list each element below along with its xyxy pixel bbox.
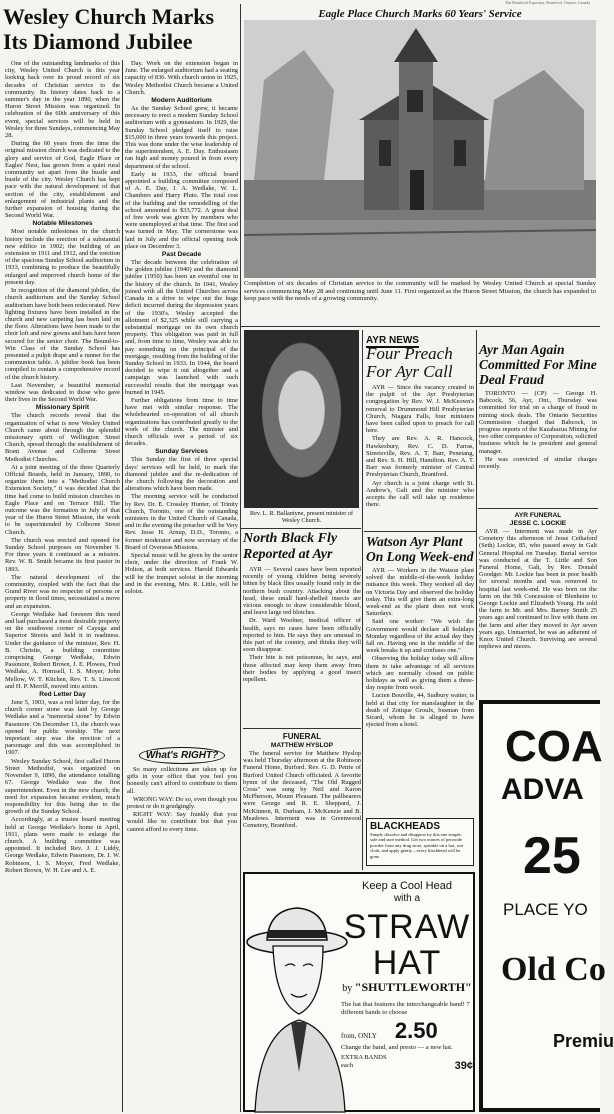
straw-ad-line1: Keep a Cool Head (362, 880, 452, 892)
eagle-headline-text: Eagle Place Church Marks 60 Years' Service (318, 8, 522, 20)
paragraph: Lucien Bouville, 44, Sudbury waiter, is held at that city for manslaughter in the death of Zotique Groulx, busman from Sicard, whom he is alleged to have ejected from a hotel. (366, 692, 474, 729)
paragraph: RIGHT WAY: Say frankly that you would like to contribute but that you cannot afford to every time. (127, 811, 237, 833)
column-rule (476, 330, 477, 700)
paragraph: In recognition of the diamond jubilee, the church auditorium and the Sunday School auditorium have both been redecorated. New lighting fixtures have been installed in the church and new carpeting has been laid on the floor. Alterations have been made to the choir loft and new gowns and hats have been secured for the senior choir. The Bound-to-Win Class of the Sunday School has presented a pulpit drape and a runner for the communion table. A jubilee book has been compiled to contain a comprehensive record of the church history. (5, 287, 120, 381)
coal-ad (479, 700, 614, 1112)
subheading: Red Letter Day (39, 691, 86, 699)
paragraph: He was convicted of similar charges recently. (479, 455, 597, 471)
wesley-title-line1: Wesley Church Marks (3, 4, 215, 29)
whats-right-logo-text: What's RIGHT? (139, 747, 225, 764)
funeral-heading: AYR FUNERAL (514, 512, 562, 519)
subheading: Past Decade (161, 251, 202, 259)
paragraph: Last November, a beautiful memorial window was dedicated to those who gave their lives in the Second World War. (5, 381, 120, 404)
wesley-column-1 (5, 60, 120, 1112)
minister-portrait (244, 330, 359, 508)
coal-ad-line4: PLACE YO (503, 900, 588, 919)
paragraph: George Wedlake had foreseen this need and had purchased a most desirable property on the southwest corner of Cayuga and Superior Streets and held it in readiness. Under the guidance of the minister, Rev. H. B. Christie, a building committee comprising George Wedlake, Edwin Passmore, Robert Brown, J. E. Plowes, Fred Wedlake, A. Hornsell, I. S. Moyer, John Mellow, W. T. Kitchen, Rev. T. S. Linscott and H. P. Merrill, moved into action. (5, 610, 120, 690)
column-rule (122, 60, 123, 1112)
paragraph: The church was erected and opened for Sunday School purposes on November 9. For three years it continued as a mission. Rev. W. B. Smith became its first pastor in 1893. (5, 536, 120, 573)
section-rule (364, 531, 476, 532)
paragraph: Dr. Ward Woolner, medical officer of health, says no cases have been officially reported to him. He says they are unusual in this part of the country, and thinks they will soon disappear. (243, 617, 361, 654)
funeral-subheading: JESSE C. LOCKIE (509, 520, 567, 527)
page-header-strip: The Brantford Expositor, Brantford, Ontario, Canada (505, 0, 590, 5)
blackheads-ad (366, 818, 474, 866)
paragraph: So many collections are taken up for gifts in your office that you feel you honestly can't afford to contribute to them all. (127, 766, 237, 795)
straw-ad-extra-price: 39¢ (454, 1059, 473, 1072)
paragraph: The natural development of the community, coupled with the fact that the Grand River was no respecter of persons or property in flood times, necessitated a move and an expansion. (5, 573, 120, 610)
paragraph: Most notable milestones in the church history include the erection of a substantial new edifice in 1902; the building of an extension in 1911 and 1912, and the erection of the spacious Sunday School auditorium in 1933, combining to produce the beautifully enlarged and improved church home of the present day. (5, 228, 120, 286)
coal-ad-line1: COA (505, 722, 603, 771)
straw-hat-ad (243, 872, 475, 1112)
funeral-subheading: MATTHEW HYSLOP (270, 742, 334, 749)
straw-ad-change: Change the band, and presto — a new hat. (341, 1044, 453, 1052)
straw-ad-extra-each: each (341, 1061, 354, 1069)
funeral-heading: FUNERAL (282, 732, 322, 741)
wesley-headline (3, 4, 241, 58)
subheading: Modern Auditorium (151, 97, 212, 105)
paragraph: Observing the holiday today will allow them to take advantage of all services which are normally closed on public holidays as well as giving them a three-day respite from work. (366, 655, 474, 692)
paragraph: One of the outstanding landmarks of this city, Wesley United Church is this year looking back over its proud record of six decades of Christian service to the community. Its history dates back to a summer's day in the year 1890, when the Huron Street Mission was organized. In celebration of the 60th anniversary of this event, special services will be held in Wesley for three Sundays, commencing May 28. (5, 60, 120, 140)
hyslop-funeral (243, 731, 361, 871)
paragraph: Day. Work on the extension began in June. The enlarged auditorium had a seating capacity of 836. With church union in 1925, Wesley Methodist Church became a United Church. (125, 60, 238, 96)
straw-ad-straw: STRAW (343, 908, 471, 946)
blackheads-text: Simply dissolve and disappear by this one simple, safe and sure method. Get two ounces of peroxide powder from any drug store, sprinkle on a hot, wet cloth, and apply gently—every blackhead will be gone. (370, 832, 464, 859)
church-photo-illustration (244, 20, 596, 278)
ayr-news-banner-text: AYR NEWS (366, 335, 419, 346)
straw-ad-by-label: by (342, 983, 353, 994)
subheading: Notable Milestones (32, 220, 93, 228)
paragraph: Their bite is not poisonous, he says, and those affected may keep them away from their bodies by applying a good insect repellent. (243, 654, 361, 684)
wesley-column-2 (125, 60, 238, 1112)
black-fly-headline: North Black Fly Reported at Ayr (243, 531, 338, 562)
eagle-headline (244, 4, 596, 18)
straw-ad-hat: HAT (372, 944, 442, 982)
paragraph: They are Rev. A. R. Hancock, Hawkesbury, Rev. C. D. Farras, Streetsville, Rev. A. T. Barr, Penetang, and Rev. S. H. Hill, Hamilton. Rev. A. T. Barr was formerly minister of Central Presbyterian Church, Brantford. (366, 435, 474, 479)
straw-ad-line2: with a (393, 893, 421, 904)
section-rule (241, 326, 600, 327)
paragraph: Accordingly, at a trustee board meeting held at George Wedlake's home in April, 1911, plans were made to enlarge the church. A building committee was appointed. It included Rev. J. J. Liddy, George Wedlake, Edwin Passmore, Dr. J. W. Robinson, I. S. Moyer, Fred Wedlake, Robert Brown, W. H. Lee and A. E. (5, 816, 120, 874)
paragraph: Special music will be given by the senior choir, under the direction of Frank W. Holton, at both services. Harold Edwards will be the trumpet soloist in the morning and in the evening, Mrs. R. Little, will be soloist. (125, 552, 238, 596)
column-rule (362, 330, 363, 870)
subheading: Missionary Spirit (35, 404, 90, 412)
blackheads-title: BLACKHEADS (370, 821, 440, 832)
coal-ad-line2: ADVA (501, 773, 584, 806)
straw-ad-price: 2.50 (394, 1018, 438, 1044)
straw-ad-desc: The hat that features the interchangeable band! 7 different bands to choose (341, 1001, 470, 1016)
paragraph: The church records reveal that the organization of what is now Wesley United Church came about through the splendid missionary spirit of Wellington Street Church, spread through the establishment of Brant Avenue and Colborne Street Methodist Churches. (5, 412, 120, 463)
watson-headline: Watson Ayr Plant On Long Week-end (366, 534, 474, 564)
coal-ad-line5: Old Co (501, 951, 606, 988)
straw-ad-brand: "SHUTTLEWORTH" (354, 980, 472, 994)
straw-ad-extra-row (341, 1054, 473, 1070)
column-rule (240, 4, 241, 1112)
paragraph: AYR — Interment was made in Ayr Cemetery this afternoon of Jesse Cethaford (Seth) Lockie, 85, who passed away in Galt General Hospital on Tuesday. Burial service was conducted at the T. Little and Son Funeral Home, Galt, by Rev. Donald Goodger. Mr. Lockie has been in poor health for several months and was removed to hospital last week-end. He was born on the farm on the 9th Concession of Blenheim to George Lockie and Elizabeth Young. He sold the farm to Mr. and Mrs. Barney Smith 25 years ago and continued to live with them on the farm and after they moved to Ayr seven years ago. Unmarried, he was an adherent of Knox United Church. Surviving are several nephews and nieces. (479, 528, 597, 651)
portrait-caption: Rev. L. R. Ballantyne, present minister of Wesley Church. (249, 510, 354, 524)
paragraph: WRONG WAY: Do so, even though you protest or do it grudgingly. (127, 795, 237, 811)
subheading: Sunday Services (155, 448, 208, 456)
paragraph: Said one worker: "We wish the Government would declare all holidays Monday regardless of the actual day they fall on. Having one in the middle of the week breaks it up and confuses one." (366, 618, 474, 655)
paragraph: AYR — Several cases have been reported recently of young children being severely bitten by black flies usually found only in the northern bush country. Attacking about the head, these small hard-shelled insects are vicious enough to draw considerable blood, and leave large red blotches. (243, 566, 361, 617)
coal-ad-line6: Premiu (553, 1031, 614, 1051)
whats-right-column (127, 745, 237, 865)
ayr-news-banner (366, 330, 474, 344)
paragraph: Early in 1933, the official board appointed a building committee composed of A. E. Day, J. A. Wedlake, W. L. Chambers and Harry Pluto. The total cost of the building and the remodelling of the school amounted to $33,772. A great deal of free work was given by members who were unemployed at that time. The first sod was turned in May. The cornerstone was laid in July and the official opening took place on December 3. (125, 170, 238, 250)
straw-ad-price-row (341, 1018, 473, 1044)
paragraph: This Sunday the first of three special days' services will be held, to mark the diamond jubilee and the re-dedication of the church following the decoration and alterations which have been made. (125, 456, 238, 493)
mine-fraud-article (479, 342, 597, 507)
paragraph: The funeral service for Matthew Hyslop was held Thursday afternoon at the Robinson Funeral Home, Burford. Rev. G. D. Petrie of Burford United Church officiated. A favorite hymn of the deceased, "The Old Rugged Cross" was sung by Neil and Karon McPherson, Mount Pleasant. The pallbearers were George and R. E. Sheppard, J. McKinnon, R. Durham, J. McKenzie and B. Meadows. Interment was in Greenwood Cemetery, Brantford. (243, 750, 361, 830)
paragraph: During the 60 years from the time the original mission church was dedicated to the glory and service of God, Eagle Place or Eagles' Nest, has grown from a quiet rural community set apart from the hustle and bustle of the city. Wesley Church has kept pace with the natural development of that section of the city, establishment and enlargement of industrial plants and the further expansion of housing during the Second World War. (5, 140, 120, 220)
paragraph: As the Sunday School grew, it became necessary to erect a modern Sunday School auditorium with a gymnasium. In 1929, the Sunday School pledged itself to raise $15,000 in three years towards this project. This was done under the wise leadership of the superintendent, A. E. Day. Enthusiasm ran high and money poured in from every department of the school. (125, 105, 238, 170)
whats-right-logo (127, 745, 237, 764)
straw-ad-extra-each-row (341, 1059, 473, 1072)
paragraph: The decade between the celebration of the golden jubilee (1940) and the diamond jubilee (1950) has been an eventful one in the history of the church. In 1941, Wesley joined with all the United Churches across Canada in a drive to wipe out the huge deficit incurred during the depression years of the 1930's. Wesley accepted the allotment of $2,325 while still carrying a substantial mortgage on its own church property. This obligation was paid in full and, from time to time, Wesley was able to pay something on the principal of the mortgage, resulting from the building of the Sunday School in 1933. In 1944, the board decided to wipe it out altogether and a campaign was launched with such successful results that the mortgage was burned in 1945. (125, 259, 238, 396)
eagle-caption: Completion of six decades of Christian service to the community will be marked by Wesley United Church at special Sunday services commencing May 28 and continuing until June 11. First organized as the Huron Street Mission, the church has expanded to keep pace with the needs of a growing community. (244, 280, 596, 303)
straw-ad-by (341, 981, 473, 995)
section-rule (478, 508, 598, 509)
watson-article (366, 534, 474, 819)
four-preach-article (366, 345, 474, 530)
four-preach-headline: Four Preach For Ayr Call (366, 344, 453, 381)
straw-ad-extra-label: EXTRA BANDS (341, 1053, 387, 1061)
church-photo (244, 20, 596, 278)
paragraph: Further obligations from time to time have met with similar response. The wholehearted co-operation of all church organizations has contributed greatly to the work of the church. The minister and church officials over a period of six decades. (125, 396, 238, 448)
man-in-hat-illustration (245, 882, 345, 1112)
paragraph: The morning service will be conducted by Rev. Dr. E. Crossley Hunter, of Trinity Church, Toronto, one of the outstanding ministers in the United Church of Canada, and in the evening the preacher will be Very Rev. Jesse H. Arnup, D.D., Toronto, a former moderator and now secretary of the Board of Overseas Missions. (125, 493, 238, 551)
paragraph: Wesley Sunday School, first called Huron Street Methodist, was organized on November 9, 1890, the attendance totalling 67. George Wedlake was the first superintendent. Even in the new church, the need for expansion became evident, much responsibility for this being due to the growth of the Sunday School. (5, 757, 120, 816)
straw-ad-from-only: from, ONLY (341, 1032, 377, 1041)
lockie-funeral (479, 511, 597, 697)
paragraph: June 5, 1903, was a red letter day, for the church corner stone was laid by George Wedlake and a "memorial stone" by Edwin Passmore. On December 13, the church was opened for public worship. The next important step was the erection of a parsonage and this was accomplished in 1907. (5, 699, 120, 757)
wesley-title-line2: Its Diamond Jubilee (3, 29, 193, 54)
straw-hat-ad-copy (341, 880, 473, 1110)
section-rule (241, 528, 361, 529)
paragraph: At a joint meeting of the three Quarterly Official Boards, held in January, 1890, to organize them into a "Methodist Church Extension Society," it was decided that the time had come to build mission churches in Eagle Place and on Terrace Hill. The outcome was the formation in July of that year of the Huron Street Mission, the work to be superintended by Colborne Street Church. (5, 463, 120, 536)
section-rule (243, 728, 361, 729)
paragraph: AYR — Since the vacancy created in the pulpit of the Ayr Presbyterian congregation by Rev. W. J. McKeown's removal to Drummond Hill Presbyterian Church, Niagara Falls, four ministers have been called upon to preach for call here. (366, 384, 474, 435)
mine-fraud-headline: Ayr Man Again Committed For Mine Deal Fraud (479, 342, 597, 387)
coal-ad-line3: 25 (523, 827, 581, 885)
paragraph: Ayr church is a joint charge with St. Andrew's, Galt and the minister who accepts the call will take up residence there. (366, 479, 474, 509)
paragraph: AYR — Workers in the Watson plant solved the middle-of-the-week holiday nuisance this week. They worked all day on Victoria Day and observed the holiday today. This will give them an extra-long week-end as the plant does not work Saturdays. (366, 567, 474, 618)
paragraph: TORONTO — (CP) — George H. Babcock, 56, Ayr, Ont., Thursday was committed for trial on a charge of fraud in mining stock deals. The Ontario Securities Commission charged that Babcock, in progress reports of the Kazabazua Mining for two other companies of Corporation, solicited business which he is president and general manager. (479, 390, 597, 455)
